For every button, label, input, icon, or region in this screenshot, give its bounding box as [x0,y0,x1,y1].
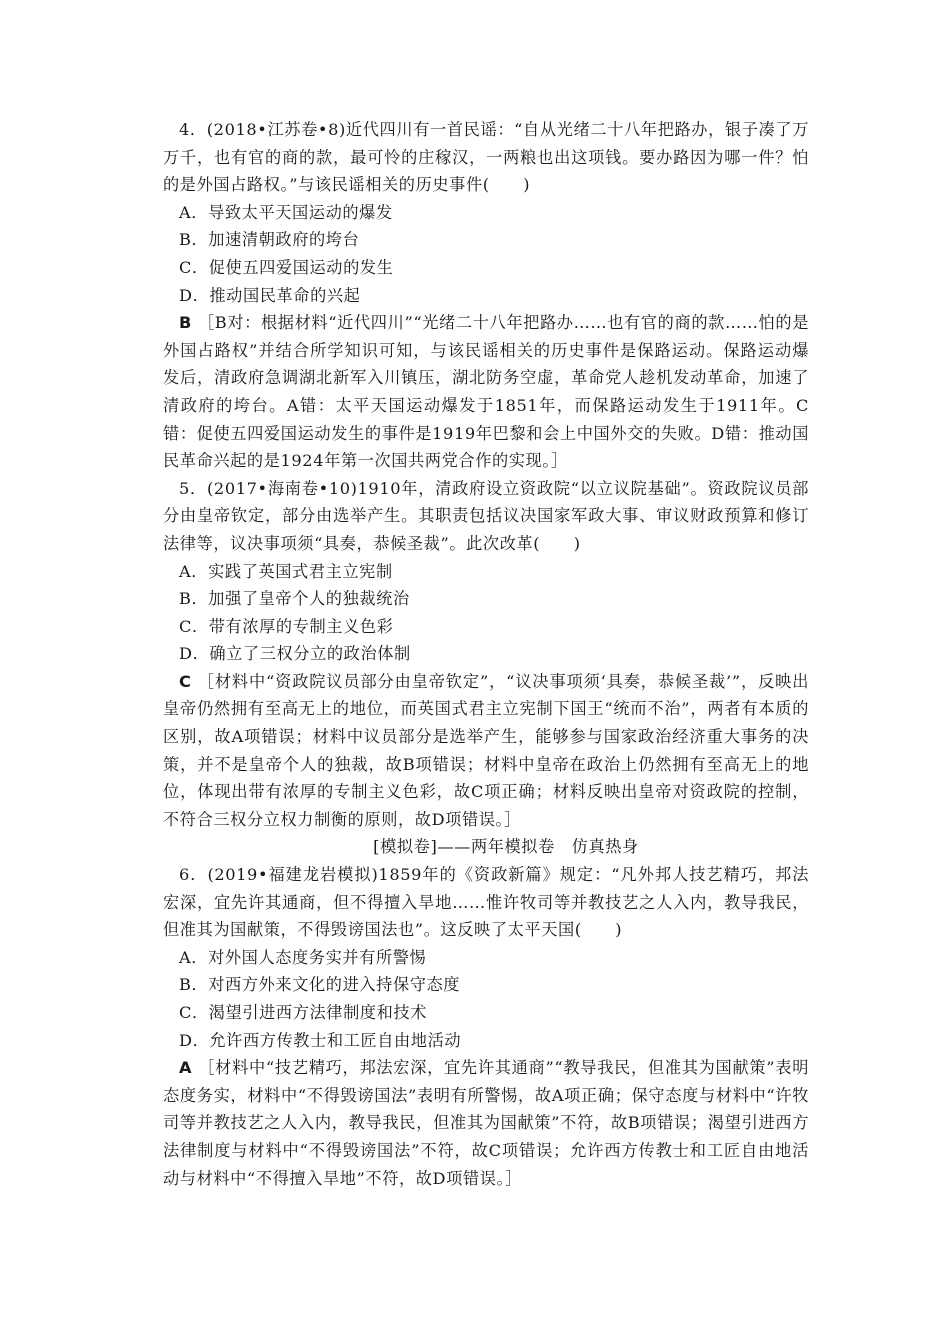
answer-text: ［材料中“技艺精巧，邦法宏深，宜先许其通商”“教导我民，但准其为国献策”表明态度务实，材料中“不得毁谤国法”表明有所警惕，故A项正确；保守态度与材料中“许牧司等并教技艺之人入内，教导我民，但准其为国献策”不符，故B项错误；渴望引进西方法律制度与材料中“不得毁谤国法”不符，故C项错误；允许西方传教士和工匠自由地活动与材料中“不得擅入旱地”不符，故D项错误。］ [163,1058,809,1188]
question-stem: 6．(2019•福建龙岩模拟)1859年的《资政新篇》规定：“凡外邦人技艺精巧，邦法宏深，宜先许其通商，但不得擅入旱地……惟许牧司等并教技艺之人入内，教导我民，但准其为国献策，不得毁谤国法也”。这反映了太平天国( ) [163,865,809,940]
answer-letter: B [179,313,192,333]
question-stem: 5．(2017•海南卷•10)1910年，清政府设立资政院“以立议院基础”。资政院议员部分由皇帝钦定，部分由选举产生。其职责包括议决国家军政大事、审议财政预算和修订法律等，议决事项须“具奏，恭候圣裁”。此次改革( ) [163,478,809,553]
option-c: C．促使五四爱国运动的发生 [179,257,394,277]
document-body [163,116,809,1192]
answer-text: ［材料中“资政院议员部分由皇帝钦定”，“议决事项须‘具奏，恭候圣裁’”，反映出皇帝仍然拥有至高无上的地位，而英国式君主立宪制下国王“统而不治”，两者有本质的区别，故A项错误；材料中议员部分是选举产生，能够参与国家政治经济重大事务的决策，并不是皇帝个人的独裁，故B项错误；材料中皇帝在政治上仍然拥有至高无上的地位，体现出带有浓厚的专制主义色彩，故C项正确；材料反映出皇帝对资政院的控制，不符合三权分立权力制衡的原则，故D项错误。］ [163,671,809,829]
option-b: B．加强了皇帝个人的独裁统治 [179,589,410,609]
option-a: A．实践了英国式君主立宪制 [179,561,393,581]
answer-explanation [163,668,809,834]
option-d: D．允许西方传教士和工匠自由地活动 [179,1030,462,1050]
option-b: B．加速清朝政府的垮台 [179,230,360,250]
question-4 [163,116,809,475]
option-c: C．渴望引进西方法律制度和技术 [179,1003,428,1022]
section-title: [模拟卷]——两年模拟卷 仿真热身 [373,837,639,857]
question-5 [163,475,809,834]
option-d: D．确立了三权分立的政治体制 [179,644,411,664]
option-a: A．导致太平天国运动的爆发 [179,202,393,222]
answer-letter: C [179,671,192,691]
answer-letter: A [179,1058,193,1078]
option-b: B．对西方外来文化的进入持保守态度 [179,975,461,995]
question-stem: 4．(2018•江苏卷•8)近代四川有一首民谣：“自从光绪二十八年把路办，银子凑了万万千，也有官的商的款，最可怜的庄稼汉，一两粮也出这项钱。要办路因为哪一件？怕的是外国占路权。”与该民谣相关的历史事件( ) [163,120,809,195]
question-6 [163,861,809,1192]
answer-explanation [163,309,809,475]
option-c: C．带有浓厚的专制主义色彩 [179,616,394,636]
option-a: A．对外国人态度务实并有所警惕 [179,947,427,967]
answer-text: ［B对：根据材料“近代四川”“光绪二十八年把路办……也有官的商的款……怕的是外国占路权”并结合所学知识可知，与该民谣相关的历史事件是保路运动。保路运动爆发后，清政府急调湖北新军入川镇压，湖北防务空虚，革命党人趁机发动革命，加速了清政府的垮台。A错：太平天国运动爆发于1851年，而保路运动发生于1911年。C错：促使五四爱国运动发生的事件是1919年巴黎和会上中国外交的失败。D错：推动国民革命兴起的是1924年第一次国共两党合作的实现。］ [163,313,809,471]
option-d: D．推动国民革命的兴起 [179,285,361,305]
answer-explanation [163,1054,809,1192]
